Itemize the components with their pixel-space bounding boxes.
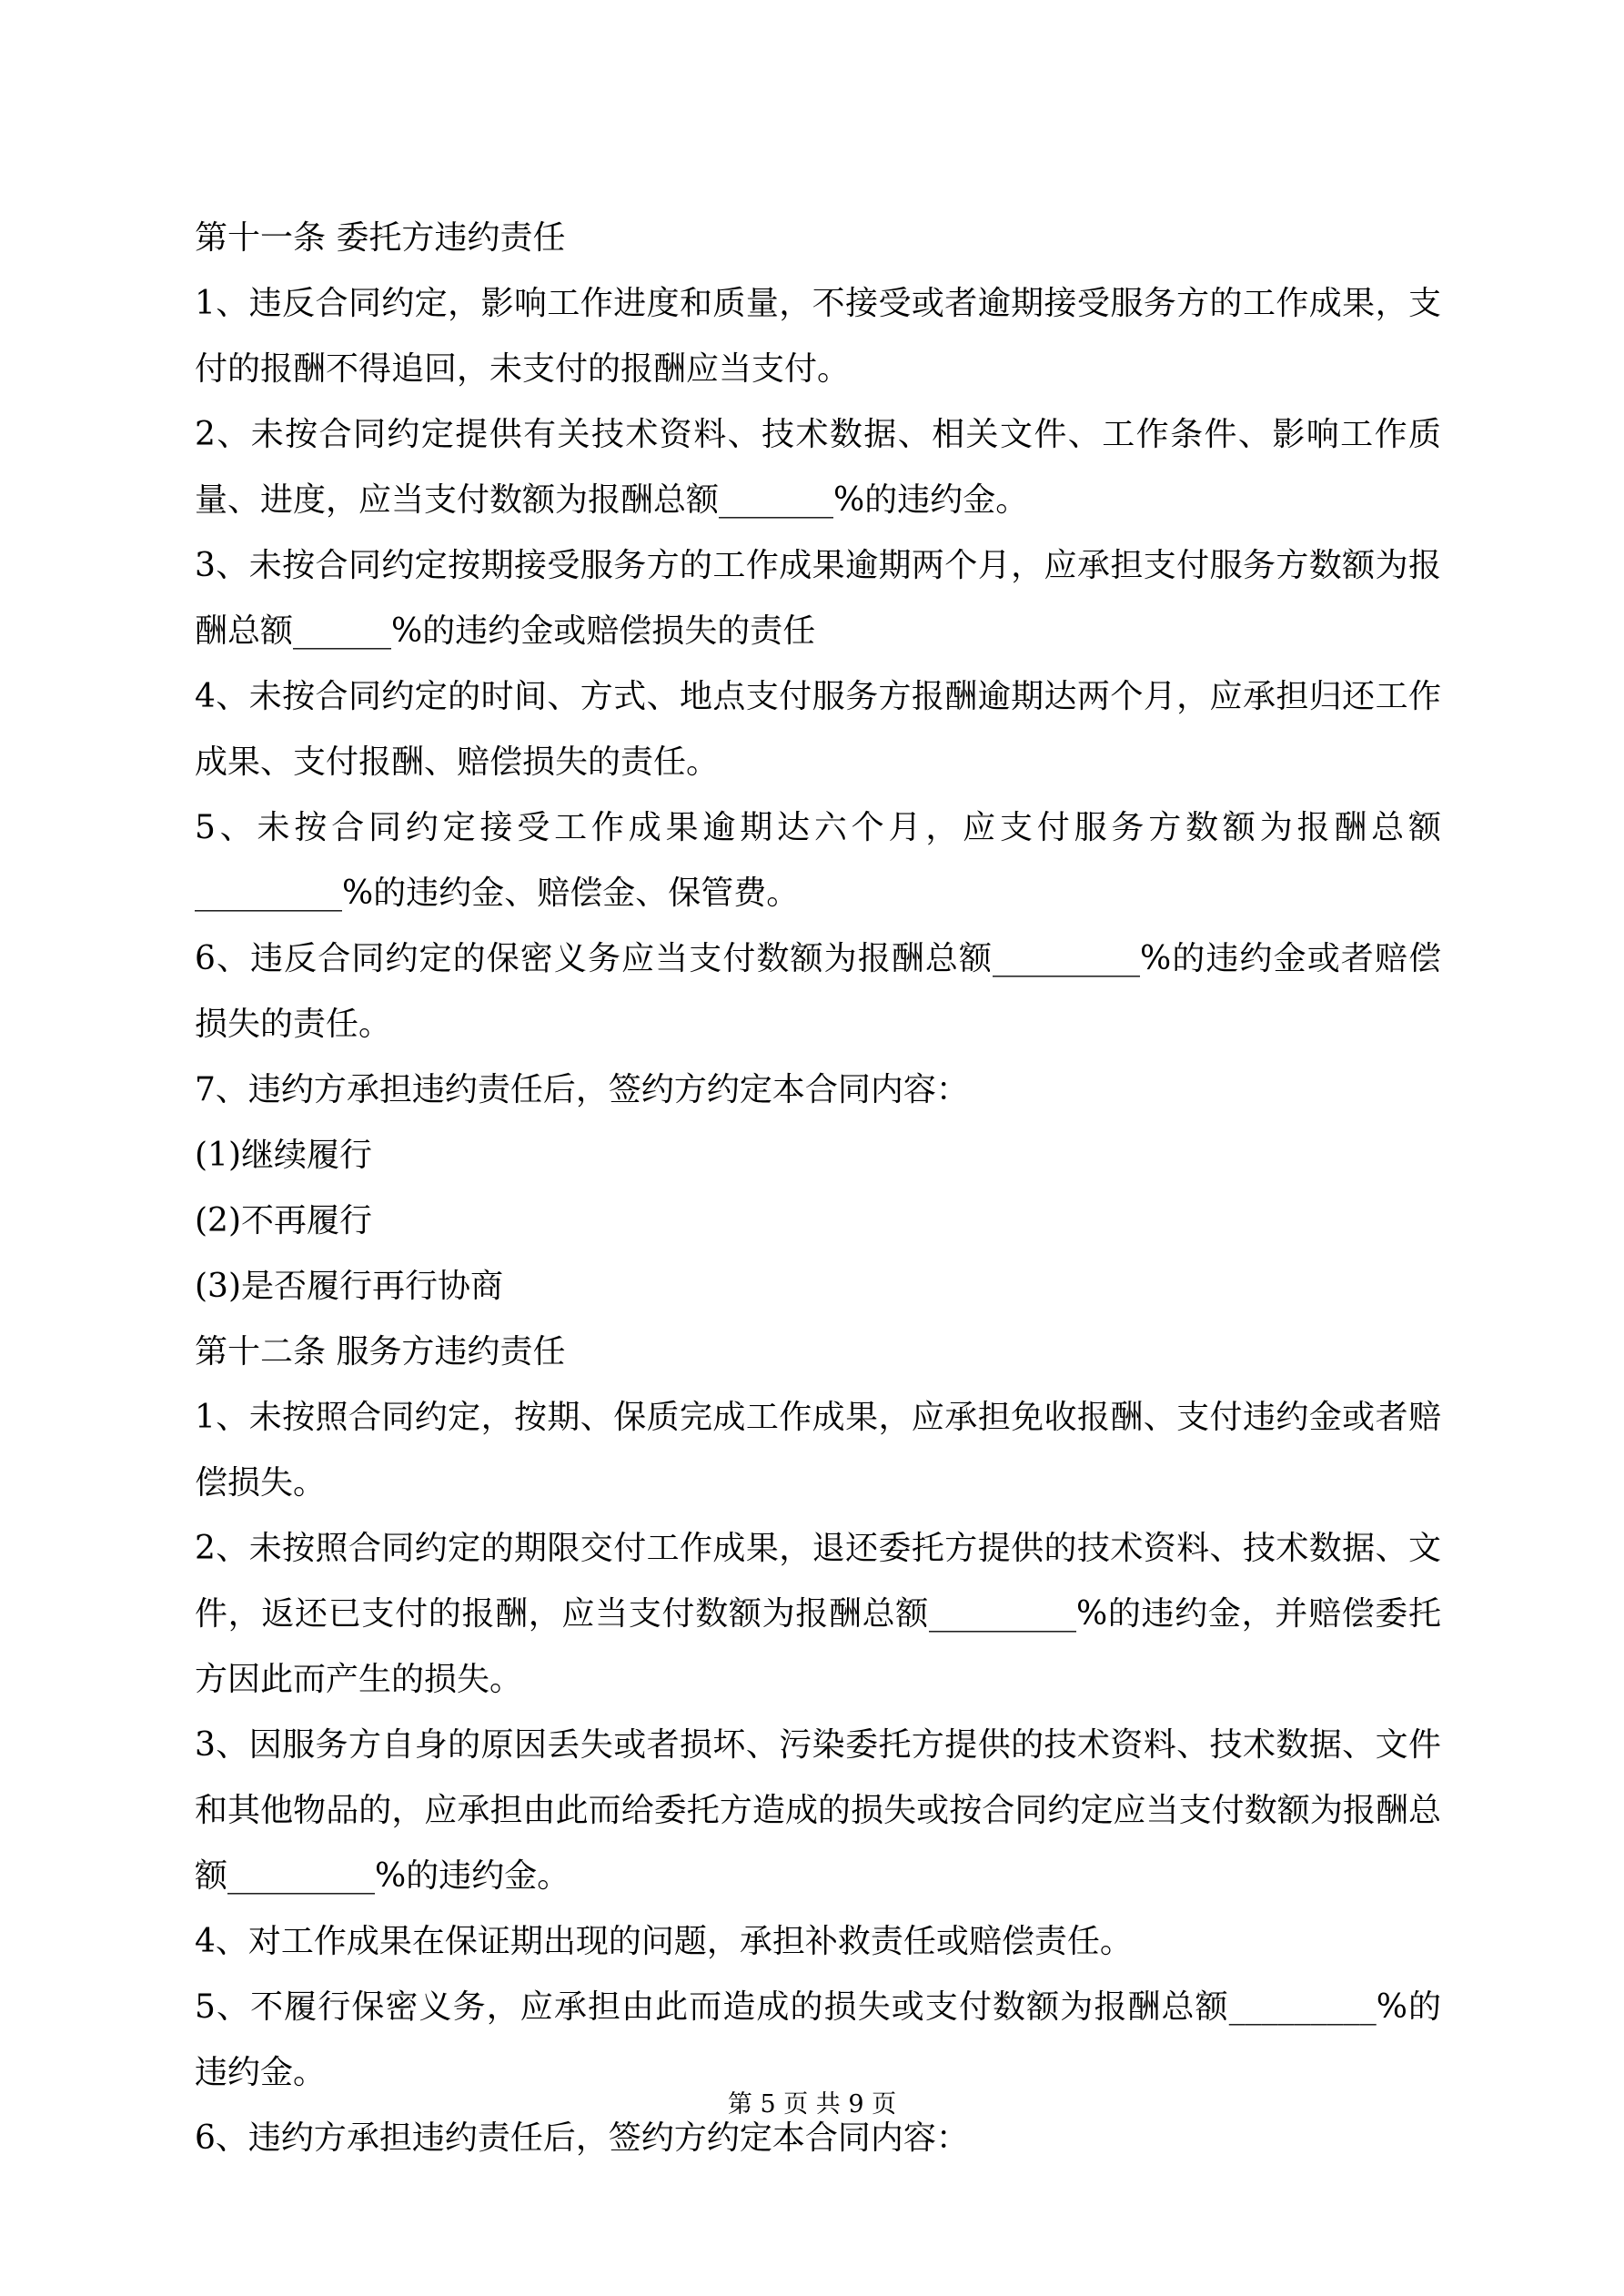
article-12-clause-4: 4、对工作成果在保证期出现的问题，承担补救责任或赔偿责任。 — [195, 1923, 1133, 1960]
article-12-clause-6: 6、违约方承担违约责任后，签约方约定本合同内容： — [195, 2119, 969, 2157]
article-12-clause-1: 1、未按照合同约定，按期、保质完成工作成果，应承担免收报酬、支付违约金或者赔偿损失。 — [195, 1399, 1441, 1502]
option-continue: (1)继续履行 — [195, 1137, 372, 1174]
article-11-clause-4: 4、未按合同约定的时间、方式、地点支付服务方报酬逾期达两个月，应承担归还工作成果、支付报酬、赔偿损失的责任。 — [195, 678, 1441, 781]
article-11-clause-1: 1、违反合同约定，影响工作进度和质量，不接受或者逾期接受服务方的工作成果，支付的报酬不得追回，未支付的报酬应当支付。 — [195, 285, 1441, 388]
document-body — [195, 206, 1441, 2171]
article-11-heading: 第十一条 委托方违约责任 — [195, 219, 566, 257]
article-12-clause-5: 5、不履行保密义务，应承担由此而造成的损失或支付数额为报酬总额_________%的违约金。 — [195, 1988, 1441, 2091]
article-11-clause-5: 5、未按合同约定接受工作成果逾期达六个月，应支付服务方数额为报酬总额_________%的违约金、赔偿金、保管费。 — [195, 809, 1441, 912]
article-11-clause-6: 6、违反合同约定的保密义务应当支付数额为报酬总额_________%的违约金或者赔偿损失的责任。 — [195, 940, 1441, 1043]
article-12-clause-2: 2、未按照合同约定的期限交付工作成果，退还委托方提供的技术资料、技术数据、文件，返还已支付的报酬，应当支付数额为报酬总额_________%的违约金，并赔偿委托方因此而产生的损失。 — [195, 1530, 1441, 1698]
option-terminate: (2)不再履行 — [195, 1202, 372, 1239]
article-11-clause-3: 3、未按合同约定按期接受服务方的工作成果逾期两个月，应承担支付服务方数额为报酬总额______%的违约金或赔偿损失的责任 — [195, 547, 1441, 650]
article-11-clause-2: 2、未按合同约定提供有关技术资料、技术数据、相关文件、工作条件、影响工作质量、进度，应当支付数额为报酬总额_______%的违约金。 — [195, 416, 1441, 519]
article-12-heading: 第十二条 服务方违约责任 — [195, 1333, 566, 1371]
article-11-clause-7: 7、违约方承担违约责任后，签约方约定本合同内容： — [195, 1071, 969, 1108]
option-negotiate: (3)是否履行再行协商 — [195, 1268, 503, 1305]
page-footer: 第 5 页 共 9 页 — [727, 2090, 897, 2119]
article-12-clause-3: 3、因服务方自身的原因丢失或者损坏、污染委托方提供的技术资料、技术数据、文件和其他物品的，应承担由此而给委托方造成的损失或按合同约定应当支付数额为报酬总额_________%的违约金。 — [195, 1726, 1441, 1895]
